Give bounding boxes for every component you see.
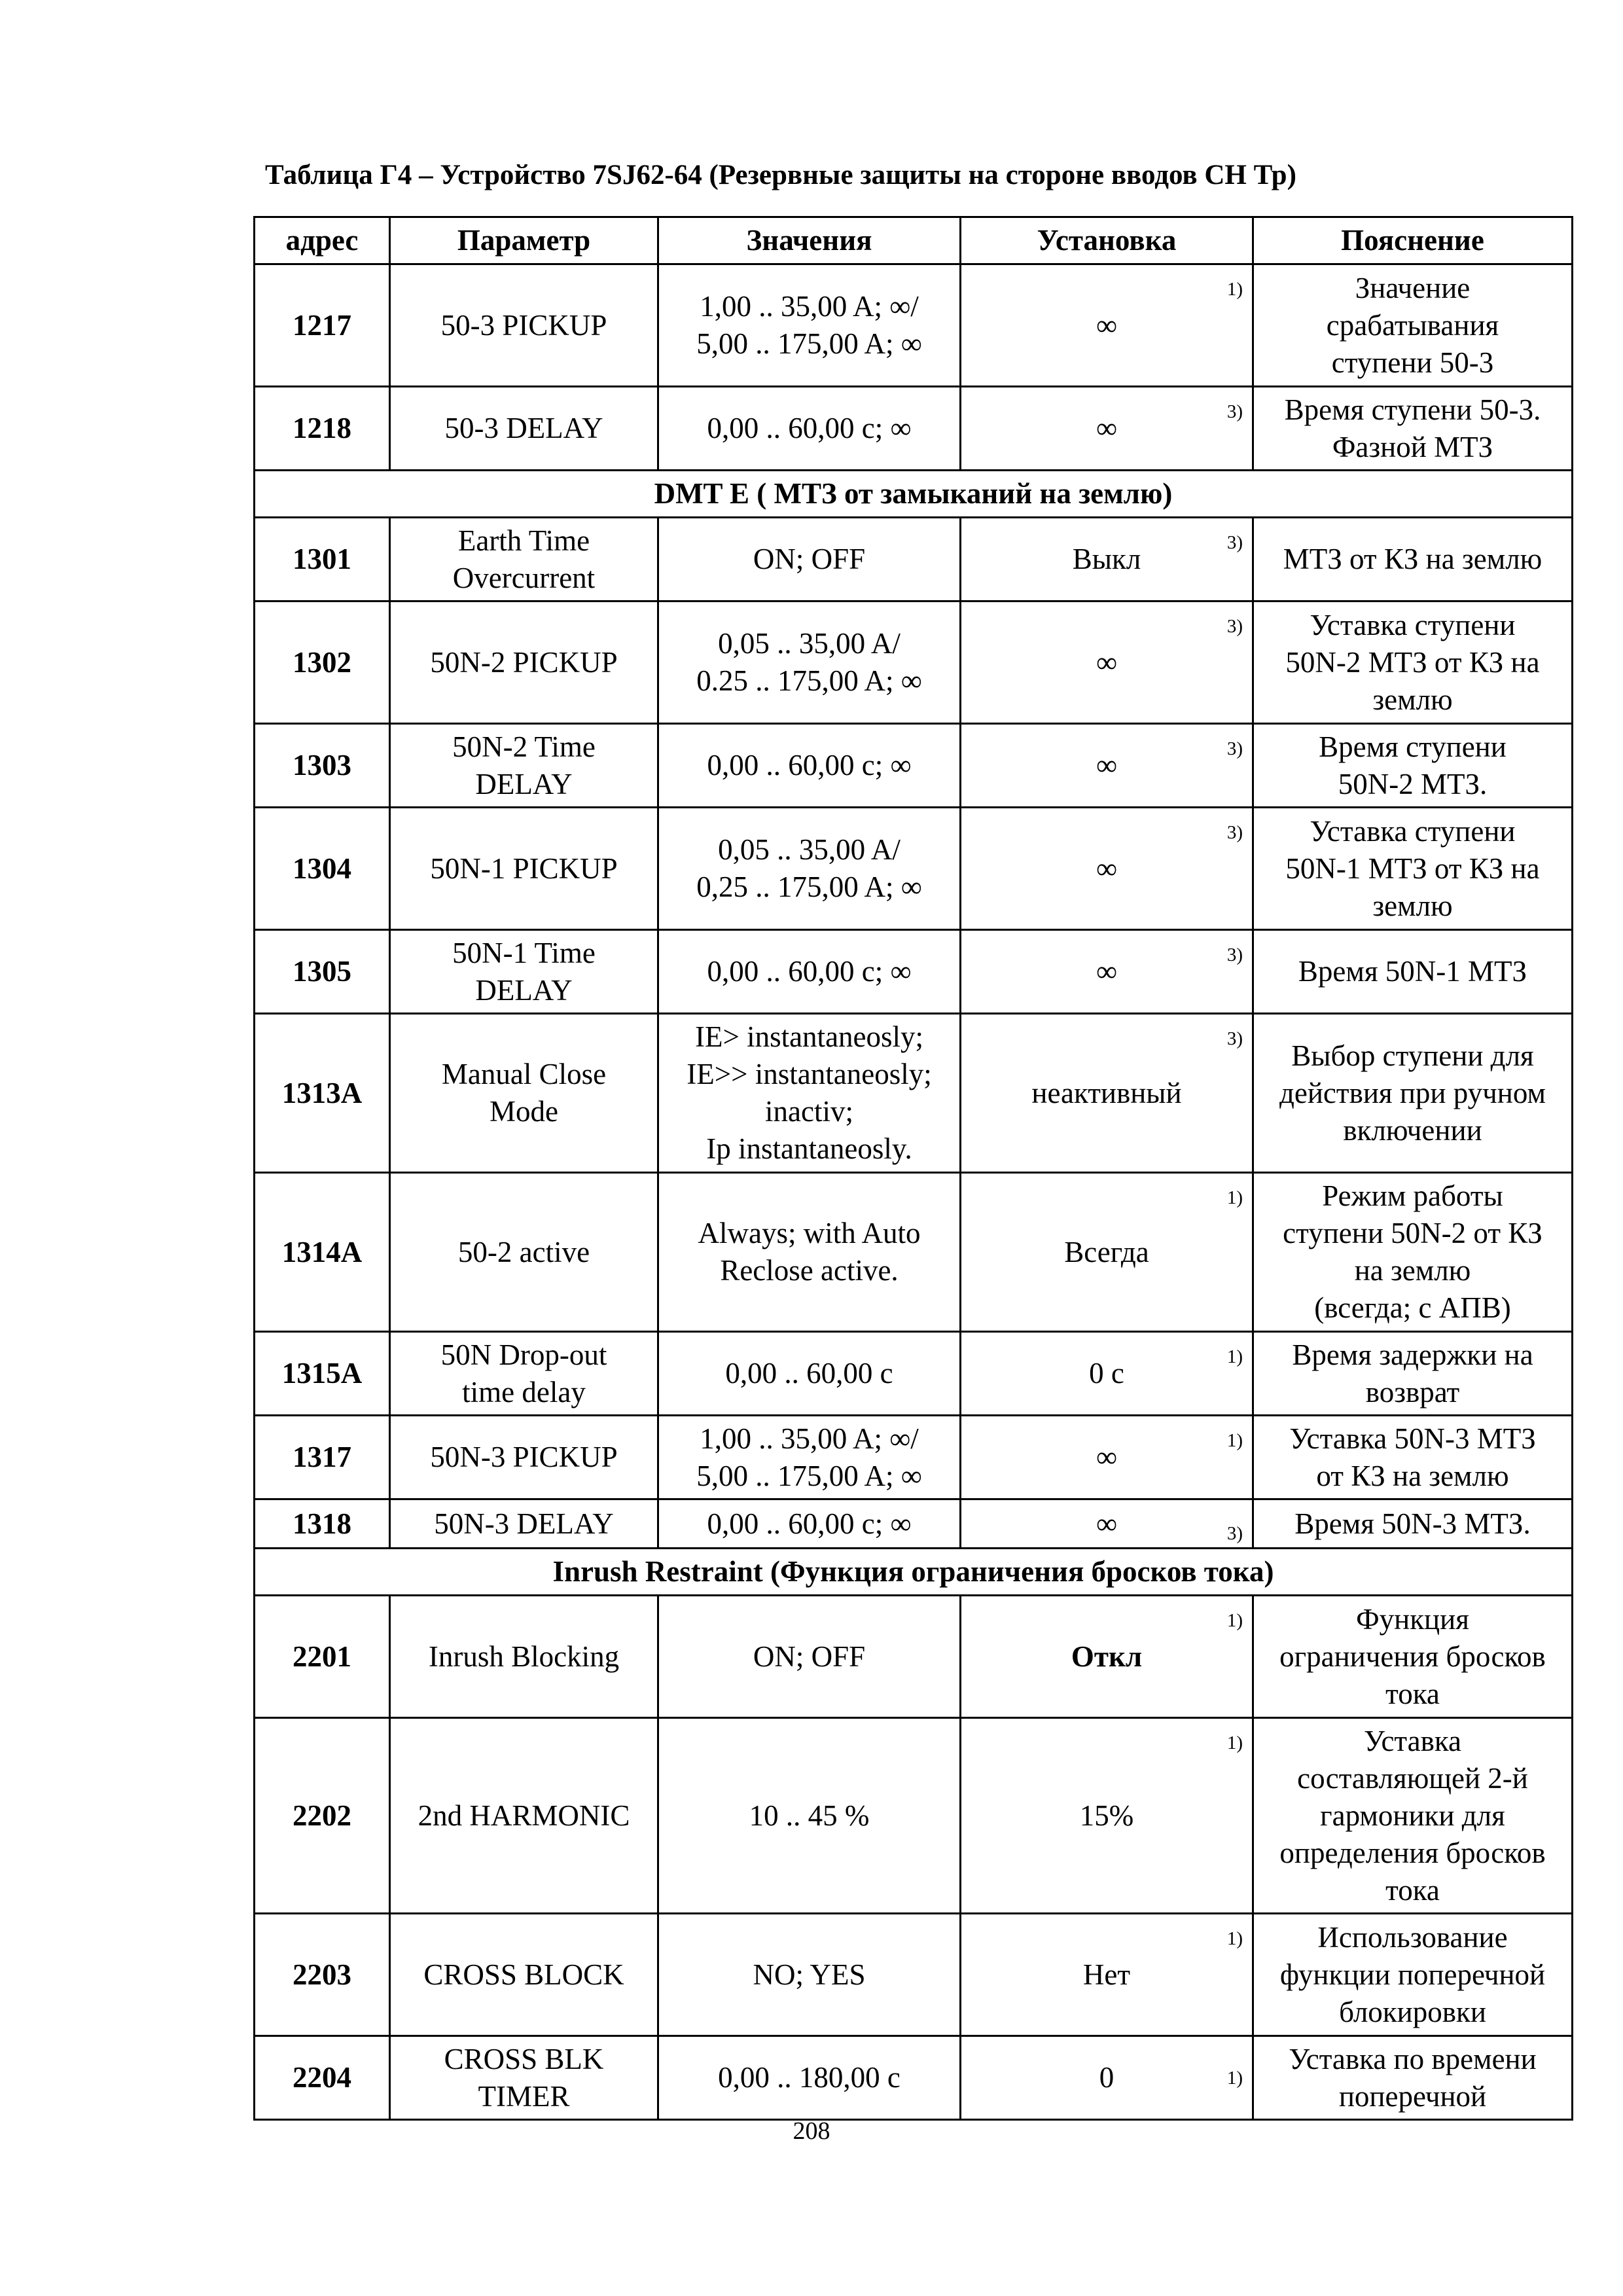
setting-cell-text: ∞ <box>1096 955 1118 988</box>
values-cell <box>658 1914 961 2036</box>
address-cell-text: 1305 <box>293 955 351 988</box>
section-heading: DMT E ( МТЗ от замыканий на землю) <box>255 471 1573 518</box>
footnote-marker: 3) <box>1226 616 1243 637</box>
parameter-cell <box>390 1332 658 1416</box>
footnote-marker: 1) <box>1226 1430 1243 1451</box>
parameter-cell-text: Inrush Blocking <box>428 1640 620 1673</box>
table-row <box>255 1416 1573 1499</box>
address-cell-text: 1218 <box>293 412 351 444</box>
parameter-cell <box>390 1416 658 1499</box>
table-title: Таблица Г4 – Устройство 7SJ62-64 (Резервные защиты на стороне вводов СН Тр) <box>265 160 1296 190</box>
table-row <box>255 1332 1573 1416</box>
setting-cell-text: Выкл <box>1072 543 1141 575</box>
footnote-marker: 3) <box>1226 1523 1243 1544</box>
address-cell <box>255 1914 390 2036</box>
explanation-cell <box>1253 2036 1573 2120</box>
parameter-cell <box>390 1499 658 1549</box>
table-row <box>255 387 1573 471</box>
parameter-cell-text: 50N-3 PICKUP <box>430 1441 618 1473</box>
parameter-cell <box>390 518 658 601</box>
footnote-marker: 3) <box>1226 1028 1243 1049</box>
table-row <box>255 518 1573 601</box>
values-cell <box>658 518 961 601</box>
parameter-cell <box>390 601 658 724</box>
values-cell <box>658 808 961 930</box>
setting-cell <box>961 808 1253 930</box>
explanation-cell-text: Уставка 50N-3 МТЗ от КЗ на землю <box>1289 1422 1536 1492</box>
explanation-cell-text: Время 50N-3 МТЗ. <box>1294 1507 1531 1540</box>
setting-cell <box>961 1173 1253 1332</box>
explanation-cell-text: Режим работы ступени 50N-2 от КЗ на землю (всегда; с АПВ) <box>1283 1179 1543 1324</box>
explanation-cell-text: Уставка по времени поперечной <box>1289 2042 1537 2113</box>
table-row <box>255 1718 1573 1914</box>
header-parameter: Параметр <box>390 217 658 264</box>
footnote-marker: 1) <box>1226 1732 1243 1753</box>
setting-cell-text: ∞ <box>1096 308 1118 342</box>
address-cell-text: 1303 <box>293 749 351 781</box>
address-cell <box>255 601 390 724</box>
address-cell <box>255 724 390 808</box>
parameter-cell-text: 50N-3 DELAY <box>434 1507 614 1540</box>
parameter-cell <box>390 930 658 1014</box>
explanation-cell <box>1253 808 1573 930</box>
values-cell <box>658 601 961 724</box>
values-cell-text: 0,00 .. 60,00 с; ∞ <box>707 412 912 444</box>
explanation-cell-text: Уставка ступени 50N-2 МТЗ от КЗ на землю <box>1285 608 1540 716</box>
setting-cell <box>961 1416 1253 1499</box>
address-cell-text: 1314A <box>281 1235 363 1268</box>
parameter-cell <box>390 1718 658 1914</box>
parameter-cell <box>390 1014 658 1173</box>
setting-cell-text: 15% <box>1079 1799 1134 1832</box>
setting-cell-text: ∞ <box>1096 645 1118 679</box>
explanation-cell-text: Уставка ступени 50N-1 МТЗ от КЗ на землю <box>1285 814 1540 922</box>
address-cell <box>255 1718 390 1914</box>
table-row <box>255 930 1573 1014</box>
values-cell-text: NO; YES <box>753 1958 866 1991</box>
explanation-cell-text: МТЗ от КЗ на землю <box>1283 543 1543 575</box>
address-cell-text: 2201 <box>293 1640 351 1673</box>
setting-cell-text: ∞ <box>1096 412 1118 444</box>
footnote-marker: 1) <box>1226 279 1243 300</box>
explanation-cell <box>1253 724 1573 808</box>
setting-cell <box>961 1914 1253 2036</box>
address-cell-text: 1317 <box>293 1441 351 1473</box>
values-cell-text: 0,05 .. 35,00 A/ 0.25 .. 175,00 A; ∞ <box>696 627 922 697</box>
explanation-cell-text: Уставка составляющей 2-й гармоники для определения бросков тока <box>1279 1724 1546 1907</box>
parameter-cell-text: 50-3 DELAY <box>444 412 603 444</box>
explanation-cell-text: Использование функции поперечной блокировки <box>1279 1920 1546 2028</box>
values-cell <box>658 1416 961 1499</box>
address-cell-text: 1302 <box>293 645 351 679</box>
explanation-cell <box>1253 1014 1573 1173</box>
parameter-cell-text: 50-2 active <box>457 1235 590 1268</box>
setting-cell <box>961 1718 1253 1914</box>
setting-cell-text: 0 <box>1099 2061 1115 2094</box>
parameter-cell-text: 50N-2 PICKUP <box>430 645 618 679</box>
values-cell-text: ON; OFF <box>753 543 866 575</box>
explanation-cell <box>1253 601 1573 724</box>
footnote-marker: 1) <box>1226 1346 1243 1367</box>
table-row <box>255 1499 1573 1549</box>
values-cell <box>658 1718 961 1914</box>
section-row <box>255 1549 1573 1596</box>
values-cell-text: IE> instantaneosly; IE>> instantaneosly; inactiv; Ip instantaneosly. <box>687 1020 932 1165</box>
parameter-cell <box>390 387 658 471</box>
parameter-cell-text: 50N-2 Time DELAY <box>452 730 596 800</box>
setting-cell-text: неактивный <box>1031 1076 1182 1109</box>
explanation-cell-text: Выбор ступени для действия при ручном включении <box>1279 1039 1546 1147</box>
header-row <box>255 217 1573 264</box>
header-setting: Установка <box>961 217 1253 264</box>
explanation-cell <box>1253 1596 1573 1718</box>
footnote-marker: 3) <box>1226 532 1243 553</box>
address-cell <box>255 1499 390 1549</box>
values-cell-text: 0,00 .. 60,00 с <box>725 1357 893 1390</box>
explanation-cell <box>1253 930 1573 1014</box>
footnote-marker: 3) <box>1226 944 1243 965</box>
address-cell <box>255 1332 390 1416</box>
setting-cell <box>961 1014 1253 1173</box>
parameter-cell <box>390 1596 658 1718</box>
setting-cell <box>961 1332 1253 1416</box>
settings-table <box>253 216 1573 2121</box>
address-cell-text: 1318 <box>293 1507 351 1540</box>
values-cell-text: 0,00 .. 180,00 с <box>718 2061 901 2094</box>
values-cell-text: 0,00 .. 60,00 с; ∞ <box>707 749 912 781</box>
parameter-cell-text: 50-3 PICKUP <box>440 308 607 342</box>
footnote-marker: 3) <box>1226 738 1243 759</box>
explanation-cell-text: Функция ограничения бросков тока <box>1279 1602 1546 1710</box>
explanation-cell-text: Значение срабатывания ступени 50-3 <box>1326 271 1499 379</box>
setting-cell <box>961 264 1253 387</box>
explanation-cell <box>1253 264 1573 387</box>
explanation-cell <box>1253 1499 1573 1549</box>
values-cell <box>658 1499 961 1549</box>
parameter-cell-text: 2nd HARMONIC <box>418 1799 630 1832</box>
address-cell <box>255 1416 390 1499</box>
section-row <box>255 471 1573 518</box>
explanation-cell <box>1253 1914 1573 2036</box>
values-cell-text: 1,00 .. 35,00 A; ∞/ 5,00 .. 175,00 A; ∞ <box>696 290 922 360</box>
values-cell-text: Always; with Auto Reclose active. <box>698 1217 921 1287</box>
values-cell-text: 1,00 .. 35,00 A; ∞/ 5,00 .. 175,00 A; ∞ <box>696 1422 922 1492</box>
parameter-cell <box>390 264 658 387</box>
values-cell <box>658 1332 961 1416</box>
table-row <box>255 601 1573 724</box>
values-cell-text: 0,05 .. 35,00 A/ 0,25 .. 175,00 A; ∞ <box>696 833 922 903</box>
setting-cell <box>961 930 1253 1014</box>
parameter-cell-text: Manual Close Mode <box>441 1058 607 1128</box>
footnote-marker: 1) <box>1226 2068 1243 2089</box>
values-cell <box>658 1173 961 1332</box>
section-heading: Inrush Restraint (Функция ограничения бросков тока) <box>255 1549 1573 1596</box>
address-cell <box>255 1173 390 1332</box>
parameter-cell-text: CROSS BLK TIMER <box>444 2042 604 2113</box>
setting-cell-text: Откл <box>1071 1640 1143 1673</box>
setting-cell <box>961 2036 1253 2120</box>
setting-cell <box>961 1499 1253 1549</box>
setting-cell <box>961 518 1253 601</box>
parameter-cell <box>390 724 658 808</box>
header-values: Значения <box>658 217 961 264</box>
footnote-marker: 1) <box>1226 1187 1243 1208</box>
table-row <box>255 1173 1573 1332</box>
address-cell-text: 1315A <box>281 1357 363 1390</box>
values-cell <box>658 930 961 1014</box>
address-cell <box>255 2036 390 2120</box>
explanation-cell-text: Время ступени 50N-2 МТЗ. <box>1319 730 1507 800</box>
footnote-marker: 3) <box>1226 401 1243 422</box>
parameter-cell-text: 50N-1 PICKUP <box>430 852 618 885</box>
setting-cell-text: Нет <box>1082 1958 1131 1991</box>
values-cell-text: 10 .. 45 % <box>749 1799 870 1832</box>
footnote-marker: 3) <box>1226 822 1243 843</box>
values-cell-text: 0,00 .. 60,00 с; ∞ <box>707 1507 912 1540</box>
explanation-cell-text: Время 50N-1 МТЗ <box>1298 955 1527 988</box>
header-address: адрес <box>255 217 390 264</box>
address-cell <box>255 808 390 930</box>
address-cell-text: 2203 <box>293 1958 351 1991</box>
address-cell <box>255 518 390 601</box>
address-cell <box>255 264 390 387</box>
address-cell-text: 1304 <box>293 852 351 885</box>
footnote-marker: 1) <box>1226 1928 1243 1949</box>
address-cell <box>255 387 390 471</box>
address-cell-text: 1301 <box>293 543 351 575</box>
table-row <box>255 2036 1573 2120</box>
values-cell <box>658 1014 961 1173</box>
values-cell-text: 0,00 .. 60,00 с; ∞ <box>707 955 912 988</box>
header-explanation: Пояснение <box>1253 217 1573 264</box>
parameter-cell <box>390 808 658 930</box>
explanation-cell <box>1253 387 1573 471</box>
table-row <box>255 1596 1573 1718</box>
setting-cell <box>961 601 1253 724</box>
explanation-cell-text: Время задержки на возврат <box>1292 1338 1533 1408</box>
values-cell-text: ON; OFF <box>753 1640 866 1673</box>
table-row <box>255 1014 1573 1173</box>
table-row <box>255 808 1573 930</box>
setting-cell <box>961 387 1253 471</box>
address-cell <box>255 1596 390 1718</box>
explanation-cell <box>1253 1416 1573 1499</box>
values-cell <box>658 2036 961 2120</box>
address-cell-text: 2204 <box>293 2061 351 2094</box>
setting-cell-text: ∞ <box>1096 749 1118 781</box>
explanation-cell-text: Время ступени 50-3. Фазной МТЗ <box>1284 393 1541 463</box>
address-cell-text: 1313A <box>281 1076 363 1109</box>
footnote-marker: 1) <box>1226 1610 1243 1631</box>
values-cell <box>658 264 961 387</box>
parameter-cell <box>390 1173 658 1332</box>
parameter-cell <box>390 2036 658 2120</box>
table-row <box>255 1914 1573 2036</box>
values-cell <box>658 724 961 808</box>
page-number: 208 <box>793 2117 830 2145</box>
address-cell-text: 1217 <box>293 308 351 342</box>
address-cell-text: 2202 <box>293 1799 351 1832</box>
setting-cell-text: ∞ <box>1096 1507 1118 1540</box>
table-row <box>255 724 1573 808</box>
setting-cell-text: ∞ <box>1096 852 1118 885</box>
explanation-cell <box>1253 1718 1573 1914</box>
explanation-cell <box>1253 1332 1573 1416</box>
values-cell <box>658 387 961 471</box>
parameter-cell-text: 50N-1 Time DELAY <box>452 936 596 1007</box>
address-cell <box>255 930 390 1014</box>
setting-cell <box>961 1596 1253 1718</box>
values-cell <box>658 1596 961 1718</box>
setting-cell-text: Всегда <box>1064 1235 1149 1268</box>
address-cell <box>255 1014 390 1173</box>
parameter-cell-text: 50N Drop-out time delay <box>440 1338 607 1408</box>
setting-cell-text: ∞ <box>1096 1441 1118 1473</box>
parameter-cell <box>390 1914 658 2036</box>
setting-cell-text: 0 с <box>1089 1357 1124 1390</box>
parameter-cell-text: Earth Time Overcurrent <box>452 524 596 594</box>
explanation-cell <box>1253 518 1573 601</box>
explanation-cell <box>1253 1173 1573 1332</box>
parameter-cell-text: CROSS BLOCK <box>423 1958 624 1991</box>
table-row <box>255 264 1573 387</box>
setting-cell <box>961 724 1253 808</box>
